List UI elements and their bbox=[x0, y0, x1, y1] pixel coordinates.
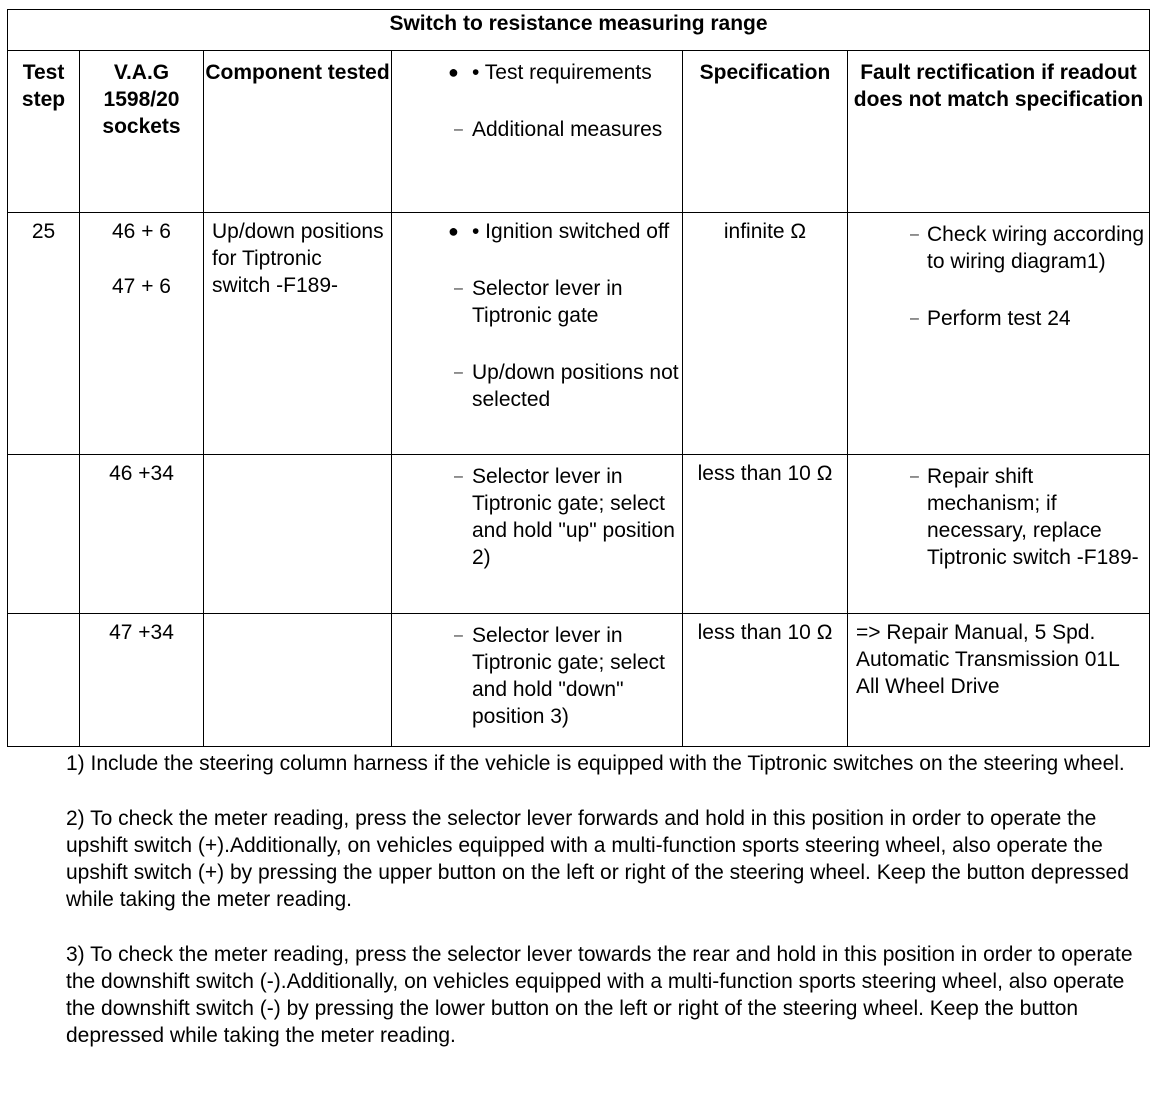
req-dash-item bbox=[392, 275, 682, 329]
bullet-icon: ● bbox=[448, 62, 459, 82]
req-dash-text: Selector lever in Tiptronic gate; select and hold "up" position 2) bbox=[472, 465, 675, 569]
req-dash-item bbox=[392, 622, 682, 730]
cell-sockets bbox=[80, 213, 204, 455]
table-title: Switch to resistance measuring range bbox=[8, 10, 1150, 51]
cell-component: Up/down positions for Tiptronic switch -F189- bbox=[204, 213, 392, 455]
header-row bbox=[8, 51, 1150, 213]
req-dash-item bbox=[392, 359, 682, 413]
socket-value: 47 + 6 bbox=[112, 275, 171, 298]
cell-spec: less than 10 Ω bbox=[683, 614, 848, 747]
header-vag-sockets: V.A.G 1598/20 sockets bbox=[80, 51, 204, 213]
header-fault: Fault rectification if readout does not match specification bbox=[848, 51, 1150, 213]
cell-spec: less than 10 Ω bbox=[683, 455, 848, 614]
dash-icon: – bbox=[454, 280, 463, 297]
footnote: 1) Include the steering column harness if the vehicle is equipped with the Tiptronic switches on the steering wheel. bbox=[66, 752, 1125, 775]
header-req-dash-text: Additional measures bbox=[472, 118, 663, 141]
header-specification: Specification bbox=[683, 51, 848, 213]
header-req-bullet-item bbox=[392, 59, 682, 86]
fault-dash-item bbox=[848, 463, 1149, 571]
cell-requirements bbox=[392, 213, 683, 455]
req-dash-item bbox=[392, 463, 682, 571]
dash-icon: – bbox=[910, 468, 919, 485]
cell-fault: => Repair Manual, 5 Spd. Automatic Transmission 01L All Wheel Drive bbox=[848, 614, 1150, 747]
fault-dash-text: Check wiring according to wiring diagram1) bbox=[927, 223, 1145, 273]
req-dash-text: Selector lever in Tiptronic gate bbox=[472, 277, 623, 327]
cell-requirements bbox=[392, 614, 683, 747]
header-req-bullet-text: • Test requirements bbox=[472, 61, 652, 84]
req-bullet-item bbox=[392, 218, 682, 245]
socket-value: 47 +34 bbox=[109, 621, 174, 644]
header-req-dash-item bbox=[392, 116, 682, 143]
fault-dash-item bbox=[848, 221, 1149, 275]
test-table bbox=[7, 9, 1150, 747]
table-row bbox=[8, 213, 1150, 455]
socket-value: 46 + 6 bbox=[112, 220, 171, 243]
cell-step: 25 bbox=[8, 213, 80, 455]
header-test-requirements bbox=[392, 51, 683, 213]
cell-requirements bbox=[392, 455, 683, 614]
fault-dash-item bbox=[848, 305, 1149, 332]
footnote: 3) To check the meter reading, press the selector lever towards the rear and hold in this position in order to operate the downshift switch (-).Additionally, on vehicles equipped with a multi-function sports steering wheel, also operate the downshift switch (-) by pressing the lower button on the left or right of the steering wheel. Keep the button depressed while taking the meter reading. bbox=[66, 943, 1133, 1047]
cell-sockets bbox=[80, 455, 204, 614]
cell-component bbox=[204, 614, 392, 747]
cell-step bbox=[8, 455, 80, 614]
dash-icon: – bbox=[454, 364, 463, 381]
req-dash-text: Selector lever in Tiptronic gate; select and hold "down" position 3) bbox=[472, 624, 665, 728]
dash-icon: – bbox=[454, 468, 463, 485]
table-row bbox=[8, 455, 1150, 614]
cell-fault bbox=[848, 213, 1150, 455]
header-test-step: Test step bbox=[8, 51, 80, 213]
cell-step bbox=[8, 614, 80, 747]
socket-value: 46 +34 bbox=[109, 462, 174, 485]
footnote: 2) To check the meter reading, press the selector lever forwards and hold in this position in order to operate the upshift switch (+).Additionally, on vehicles equipped with a multi-function sports steering wheel, also operate the upshift switch (+) by pressing the upper button on the left or right of the steering wheel. Keep the button depressed while taking the meter reading. bbox=[66, 807, 1129, 911]
dash-icon: – bbox=[910, 226, 919, 243]
cell-sockets bbox=[80, 614, 204, 747]
cell-fault bbox=[848, 455, 1150, 614]
dash-icon: – bbox=[454, 121, 463, 138]
req-bullet-text: • Ignition switched off bbox=[472, 220, 670, 243]
cell-component bbox=[204, 455, 392, 614]
cell-spec: infinite Ω bbox=[683, 213, 848, 455]
header-component: Component tested bbox=[204, 51, 392, 213]
footnotes bbox=[66, 750, 1146, 1077]
fault-dash-text: Perform test 24 bbox=[927, 307, 1071, 330]
table-row bbox=[8, 614, 1150, 747]
dash-icon: – bbox=[454, 627, 463, 644]
dash-icon: – bbox=[910, 310, 919, 327]
req-dash-text: Up/down positions not selected bbox=[472, 361, 679, 411]
fault-dash-text: Repair shift mechanism; if necessary, replace Tiptronic switch -F189- bbox=[927, 465, 1139, 569]
bullet-icon: ● bbox=[448, 221, 459, 241]
